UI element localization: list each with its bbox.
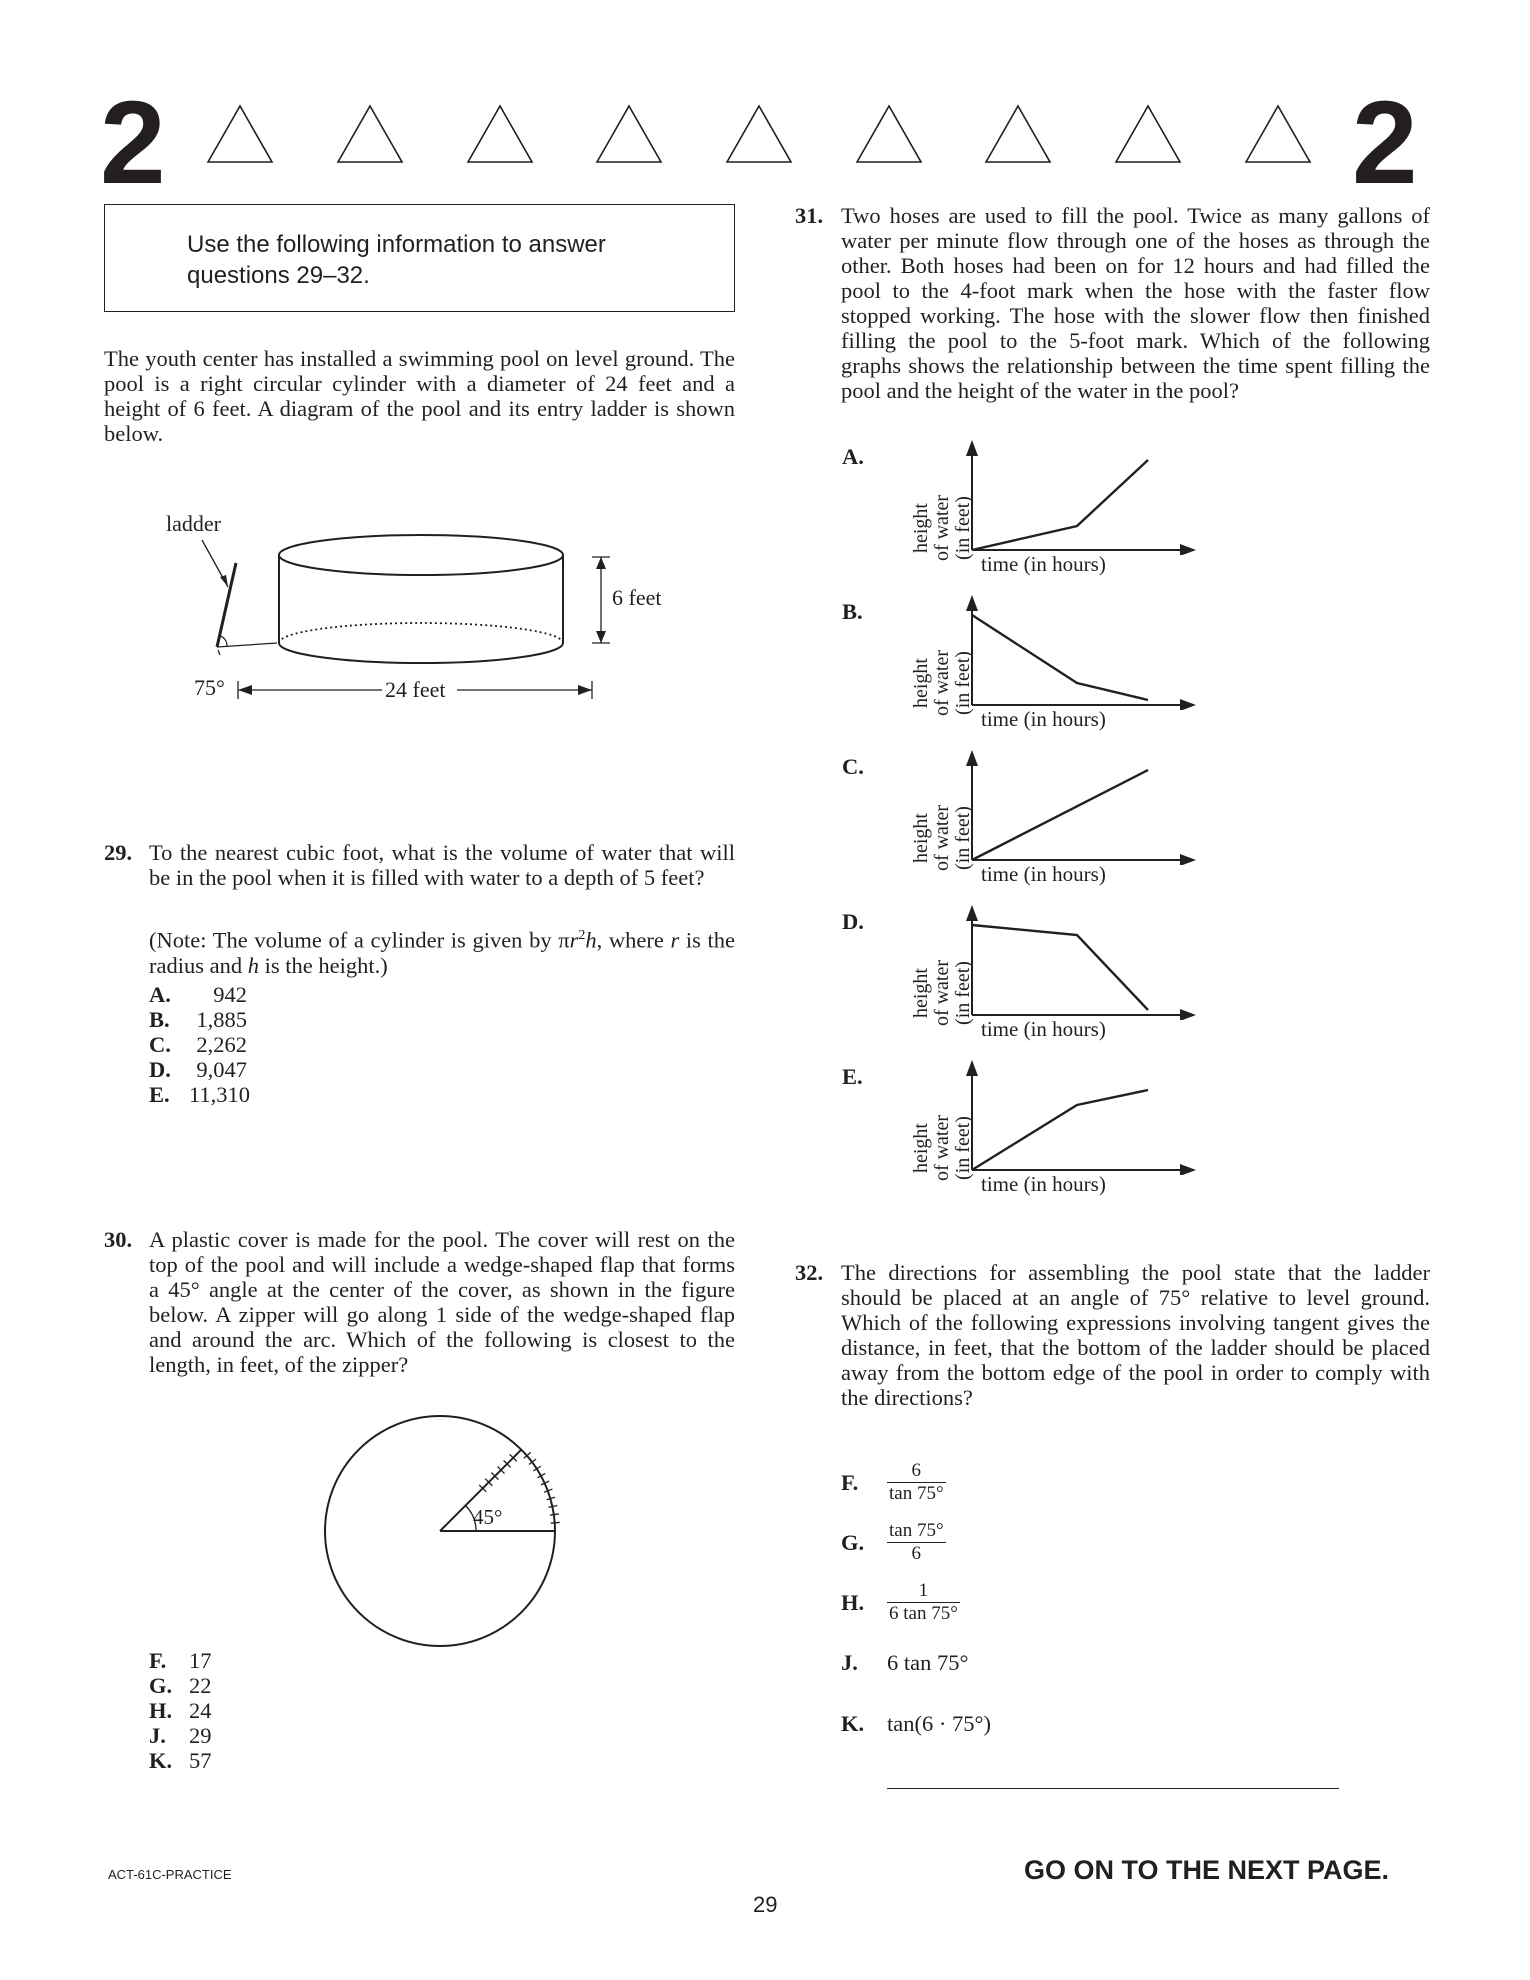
answer-choice[interactable]: C. 2,262 (149, 1032, 247, 1057)
answer-choice[interactable]: E. 11,310 (149, 1082, 251, 1107)
graph-letter: A. (842, 444, 864, 469)
answer-graph[interactable] (840, 905, 1200, 1055)
section-number-right: 2 (1352, 77, 1418, 209)
triangle-icon (597, 106, 661, 162)
test-code: ACT-61C-PRACTICE (108, 1867, 232, 1882)
x-axis-arrow (1180, 699, 1196, 710)
intro-paragraph: The youth center has installed a swimming pool on level ground. The pool is a right circular cylinder with a diameter of 24 feet and a height of 6 feet. A diagram of the pool and its entry ladder is shown below. (104, 346, 735, 446)
section-number-left: 2 (100, 77, 166, 209)
answer-choice[interactable]: G. 22 (149, 1673, 212, 1698)
triangle-icon (338, 106, 402, 162)
graph-letter: B. (842, 599, 863, 624)
y-axis-arrow (966, 595, 978, 611)
q29-number: 29. (104, 840, 133, 865)
graph-line (972, 460, 1148, 550)
answer-graph[interactable] (840, 595, 1200, 745)
graph-x-label: time (in hours) (981, 707, 1106, 731)
q32-choice-g[interactable]: G. $\frac{\tan 75^\circ}{6}$ (841, 1520, 944, 1564)
pool-top-ellipse (279, 535, 563, 575)
go-on-next-page: GO ON TO THE NEXT PAGE. (1024, 1855, 1390, 1885)
triangle-icon (1116, 106, 1180, 162)
diameter-label: 24 feet (385, 677, 446, 702)
graph-axes (964, 905, 1204, 1020)
q31-graphs (840, 440, 1200, 1220)
answer-choice[interactable]: B. 1,885 (149, 1007, 247, 1032)
x-axis-arrow (1180, 854, 1196, 865)
info-line-2: questions 29–32. (187, 262, 370, 289)
q29-note: (Note: The volume of a cylinder is given by $\pi r^2h$, where r is the radius and h is the height.) (149, 927, 735, 978)
graph-letter: E. (842, 1064, 863, 1089)
ladder-label: ladder (166, 511, 221, 536)
triangle-icon (727, 106, 791, 162)
graph-y-label: height of water (in feet) (910, 959, 974, 1027)
q32-choice-h[interactable]: H. $\frac{1}{6 \tan 75^\circ}$ (841, 1580, 958, 1624)
zipper-tick (551, 1522, 560, 1523)
q30-number: 30. (104, 1227, 133, 1252)
triangle-icon (986, 106, 1050, 162)
cover-diagram (310, 1415, 570, 1655)
q30-text: A plastic cover is made for the pool. The cover will rest on the top of the pool and will include a wedge-shaped flap that forms a 45° angle at the center of the cover, as shown in the figure below. A zipper will go along 1 side of the wedge-shaped flap and around the arc. Which of the following is closest to the length, in feet, of the zipper? (149, 1227, 735, 1377)
x-axis-arrow (1180, 1009, 1196, 1020)
answer-choice[interactable]: F. 17 (149, 1648, 212, 1673)
q32-choice-j[interactable]: J. 6 tan 75° (841, 1650, 969, 1675)
graph-x-label: time (in hours) (981, 1172, 1106, 1196)
pool-bottom-back (279, 623, 563, 643)
y-axis-arrow (966, 750, 978, 766)
height-label: 6 feet (612, 585, 662, 610)
graph-line (972, 615, 1148, 700)
triangle-icon (208, 106, 272, 162)
q30-choices (149, 1648, 212, 1773)
y-axis-arrow (966, 905, 978, 921)
graph-line (972, 1090, 1148, 1170)
q29-choices (149, 982, 251, 1107)
info-box (104, 204, 735, 312)
q32-text: The directions for assembling the pool state that the ladder should be placed at an angle of 75° relative to level ground. Which of the following expressions involving tangent gives the distance, in feet, that the bottom of the ladder should be placed away from the bottom edge of the pool in order to comply with the directions? (841, 1260, 1430, 1410)
graph-axes (964, 1060, 1204, 1175)
q31-text: Two hoses are used to fill the pool. Twice as many gallons of water per minute flow through one of the hoses as through the other. Both hoses had been on for 12 hours and had filled the pool to the 4-foot mark when the hose with the faster flow stopped working. The hose with the slower flow then finished filling the pool to the 5-foot mark. Which of the following graphs shows the relationship between the time spent filling the pool and the height of the water in the pool? (841, 203, 1430, 403)
graph-x-label: time (in hours) (981, 862, 1106, 886)
graph-axes (964, 750, 1204, 865)
answer-graph[interactable] (840, 1060, 1200, 1210)
pool-bottom-front (279, 643, 563, 663)
answer-graph[interactable] (840, 440, 1200, 590)
cover-angle-label: 45° (473, 1505, 503, 1529)
graph-y-label: height of water (in feet) (910, 1114, 974, 1182)
answer-choice[interactable]: H. 24 (149, 1698, 212, 1723)
end-rule (887, 1788, 1339, 1789)
x-axis-arrow (1180, 1164, 1196, 1175)
angle-arc (220, 636, 227, 646)
graph-letter: C. (842, 754, 864, 779)
graph-axes (964, 440, 1204, 555)
graph-axes (964, 595, 1204, 710)
y-axis-arrow (966, 1060, 978, 1076)
angle-label: 75° (194, 675, 225, 700)
q32-number: 32. (795, 1260, 824, 1285)
x-axis-arrow (1180, 544, 1196, 555)
answer-choice[interactable]: A. 942 (149, 982, 247, 1007)
q32-choice-k[interactable]: K. tan(6 · 75°) (841, 1711, 991, 1736)
graph-x-label: time (in hours) (981, 552, 1106, 576)
graph-letter: D. (842, 909, 864, 934)
zipper-tick (550, 1514, 559, 1515)
graph-x-label: time (in hours) (981, 1017, 1106, 1041)
q31-number: 31. (795, 203, 824, 228)
graph-y-label: height of water (in feet) (910, 804, 974, 872)
q32-choice-f[interactable]: F. $\frac{6}{\tan 75^\circ}$ (841, 1460, 944, 1504)
triangle-icon (1246, 106, 1310, 162)
graph-y-label: height of water (in feet) (910, 649, 974, 717)
graph-y-label: height of water (in feet) (910, 494, 974, 562)
answer-graph[interactable] (840, 750, 1200, 900)
triangle-row (195, 100, 1345, 175)
page-number: 29 (753, 1892, 778, 1917)
graph-line (972, 770, 1148, 860)
answer-choice[interactable]: J. 29 (149, 1723, 212, 1748)
y-axis-arrow (966, 440, 978, 456)
triangle-icon (857, 106, 921, 162)
info-line-1: Use the following information to answer (187, 231, 606, 258)
answer-choice[interactable]: D. 9,047 (149, 1057, 247, 1082)
triangle-icon (468, 106, 532, 162)
graph-line (972, 925, 1148, 1010)
q29-text: To the nearest cubic foot, what is the volume of water that will be in the pool when it is filled with water to a depth of 5 feet? (149, 840, 735, 890)
answer-choice[interactable]: K. 57 (149, 1748, 212, 1773)
ladder (217, 563, 236, 647)
